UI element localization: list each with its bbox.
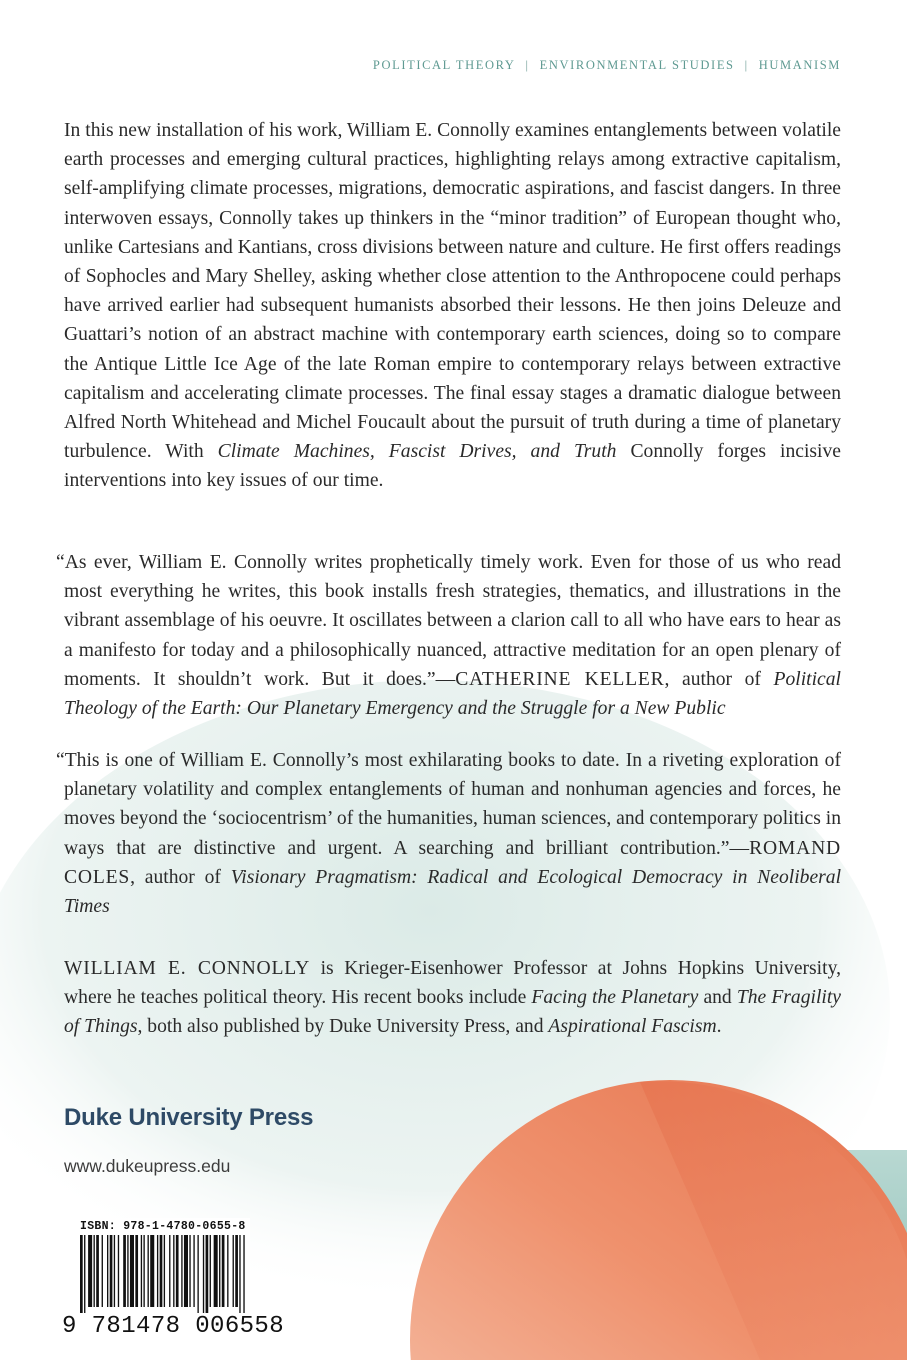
author-bio bbox=[64, 954, 841, 1042]
bio-text: is Krieger-Eisenhower Professor at Johns Hopkins University, where he teaches political theory. His recent books include bbox=[64, 958, 841, 1009]
barcode-bar bbox=[219, 1235, 220, 1307]
barcode-bar bbox=[173, 1235, 174, 1307]
barcode-bar bbox=[96, 1235, 99, 1307]
barcode-bar bbox=[107, 1235, 108, 1307]
barcode-bar bbox=[222, 1235, 225, 1307]
barcode-bar bbox=[197, 1235, 198, 1313]
quote-author-suffix: , author of bbox=[130, 866, 221, 888]
barcode-bar bbox=[243, 1235, 244, 1313]
barcode-digits: 9 781478 006558 bbox=[62, 1313, 285, 1340]
subject-categories bbox=[373, 58, 841, 73]
category-environmental-studies: ENVIRONMENTAL STUDIES bbox=[539, 58, 735, 72]
isbn-label: ISBN: 978-1-4780-0655-8 bbox=[80, 1220, 246, 1233]
barcode-bar bbox=[181, 1235, 182, 1307]
barcode-bar bbox=[189, 1235, 190, 1307]
bio-and: and bbox=[703, 987, 732, 1009]
barcode-bar bbox=[160, 1235, 163, 1307]
description-text: In this new installation of his work, William E. Connolly examines entanglements between volatile earth processes and emerging cultural practices, highlighting relays among extractive capitalism, self-amplifying climate processes, migrations, democratic aspirations, and fascist dangers. In three interwoven essays, Connolly takes up thinkers in the “minor tradition” of European thought who, unlike Cartesians and Kantians, cross divisions between nature and culture. He first offers readings of Sophocles and Mary Shelley, asking whether close attention to the Anthropocene could perhaps have arrived earlier had subsequent humanists absorbed their lessons. He then joins Deleuze and Guattari’s notion of an abstract machine with contemporary earth sciences, doing so to compare the Antique Little Ice Age of the late Roman empire to contemporary relays between extractive capitalism and accelerating climate processes. The final essay stages a dramatic dialogue between Alfred North Whitehead and Michel Foucault about the pursuit of truth during a time of planetary turbulence. With bbox=[64, 120, 841, 463]
barcode-bar bbox=[184, 1235, 188, 1307]
isbn-barcode bbox=[62, 1218, 285, 1344]
barcode-bar bbox=[214, 1235, 218, 1307]
barcode-bars bbox=[62, 1235, 250, 1313]
quote-author: CATHERINE KELLER bbox=[455, 668, 665, 690]
barcode-bar bbox=[80, 1235, 83, 1313]
publisher-name: Duke University Press bbox=[64, 1104, 314, 1131]
barcode-bar bbox=[193, 1235, 194, 1307]
bio-book-title: The Fragility of Things bbox=[64, 987, 841, 1038]
barcode-bar bbox=[157, 1235, 158, 1307]
barcode-bar bbox=[143, 1235, 144, 1307]
category-humanism: HUMANISM bbox=[758, 58, 841, 72]
bio-end: . bbox=[716, 1016, 722, 1038]
barcode-bar bbox=[127, 1235, 128, 1307]
category-separator: | bbox=[525, 58, 530, 72]
category-political-theory: POLITICAL THEORY bbox=[372, 58, 516, 72]
barcode-bar bbox=[176, 1235, 179, 1307]
barcode-bar bbox=[130, 1235, 134, 1307]
bio-book-title: Aspirational Fascism bbox=[548, 1016, 717, 1038]
barcode-bar bbox=[141, 1235, 142, 1307]
barcode-bar bbox=[102, 1235, 103, 1307]
barcode-bar bbox=[150, 1235, 154, 1307]
barcode-bar bbox=[239, 1235, 240, 1313]
bio-author-name: WILLIAM E. CONNOLLY bbox=[64, 958, 311, 979]
description-book-title: Climate Machines, Fascist Drives, and Truth bbox=[217, 441, 617, 463]
book-description bbox=[64, 116, 841, 496]
quote-author: ROMAND COLES bbox=[64, 837, 841, 888]
description-text-end: Connolly forges incisive interventions into key issues of our time. bbox=[64, 441, 841, 492]
bio-book-title: Facing the Planetary bbox=[531, 987, 699, 1009]
publisher-website[interactable]: www.dukeupress.edu bbox=[64, 1156, 231, 1176]
barcode-bar bbox=[135, 1235, 138, 1307]
barcode-bar bbox=[88, 1235, 92, 1307]
endorsement-coles bbox=[56, 746, 842, 921]
barcode-bar bbox=[235, 1235, 238, 1307]
barcode-bar bbox=[203, 1235, 204, 1313]
quote-work-title: Visionary Pragmatism: Radical and Ecological Democracy in Neoliberal Times bbox=[64, 866, 842, 918]
endorsement-keller bbox=[56, 548, 841, 723]
barcode-bar bbox=[84, 1235, 85, 1313]
quote-work-title: Political Theology of the Earth: Our Planetary Emergency and the Struggle for a New Public bbox=[64, 668, 841, 720]
barcode-bar bbox=[169, 1235, 170, 1307]
barcode-bar bbox=[114, 1235, 115, 1307]
barcode-bar bbox=[210, 1235, 211, 1307]
barcode-bar bbox=[110, 1235, 113, 1307]
quote-text: “As ever, William E. Connolly writes prophetically timely work. Even for those of us who read most everything he writes, this book installs fresh strategies, thematics, and illustrations in the vibrant assemblage of his oeuvre. It oscillates between a clarion call to all who have ears to hear as a manifesto for today and a philosophically nuanced, attractive meditation for an open plenary of moments. It shouldn’t work. But it does.”— bbox=[56, 552, 841, 690]
barcode-bar bbox=[123, 1235, 126, 1307]
category-separator: | bbox=[744, 58, 749, 72]
barcode-bar bbox=[233, 1235, 234, 1307]
quote-text: “This is one of William E. Connolly’s most exhilarating books to date. In a riveting exploration of planetary volatility and complex entanglements of human and nonhuman agencies and forces, he moves beyond the ‘sociocentrism’ of the humanities, human sciences, and contemporary politics in ways that are distinctive and urgent. A searching and brilliant contribution.”— bbox=[56, 750, 841, 859]
barcode-bar bbox=[148, 1235, 149, 1307]
quote-author-suffix: , author of bbox=[664, 668, 761, 690]
bio-text: , both also published by Duke University Press, and bbox=[137, 1016, 544, 1038]
barcode-bar bbox=[94, 1235, 95, 1307]
barcode-bar bbox=[164, 1235, 165, 1307]
barcode-bar bbox=[118, 1235, 119, 1307]
barcode-bar bbox=[206, 1235, 209, 1313]
barcode-bar bbox=[227, 1235, 228, 1307]
